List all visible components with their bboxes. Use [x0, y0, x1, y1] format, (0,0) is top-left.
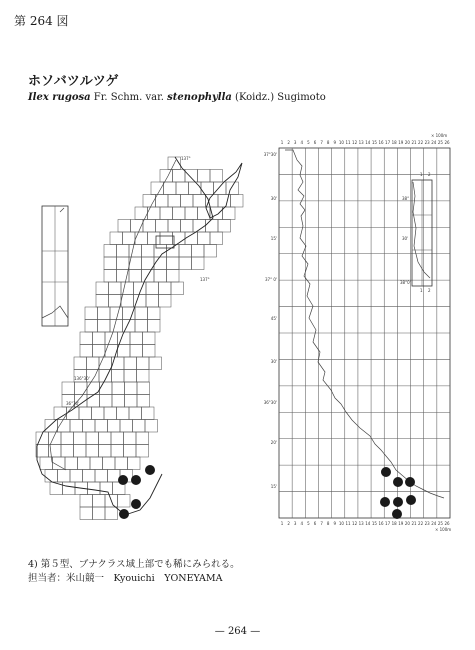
- map-grid-cell: [129, 407, 142, 420]
- map-grid-cell: [173, 170, 186, 183]
- map-grid-cell: [201, 182, 214, 195]
- map-grid-cell: [49, 432, 62, 445]
- profile-x-tick-top: 2: [287, 140, 290, 145]
- profile-x-tick-top: 26: [444, 140, 450, 145]
- map-grid-cell: [130, 345, 143, 358]
- footnote: 4) 第５型、ブナクラス域上部でも稀にみられる。: [28, 559, 240, 570]
- map-grid-cell: [99, 432, 112, 445]
- map-grid-cell: [67, 407, 80, 420]
- map-grid-cell: [93, 332, 106, 345]
- occurrence-dot: [119, 509, 129, 519]
- map-grid-cell: [95, 420, 108, 433]
- profile-x-tick-bottom: 16: [378, 521, 384, 526]
- map-grid-cell: [148, 320, 161, 333]
- map-grid-cell: [45, 470, 58, 483]
- map-grid-cell: [93, 507, 106, 520]
- map-grid-cell: [136, 445, 149, 458]
- map-grid-cell: [85, 307, 98, 320]
- map-grid-cell: [130, 332, 143, 345]
- profile-x-tick-bottom: 1: [280, 521, 284, 526]
- map-grid-cell: [108, 420, 121, 433]
- map-grid-cell: [185, 207, 198, 220]
- profile-x-tick-bottom: 22: [418, 521, 424, 526]
- map-grid-cell: [118, 495, 131, 508]
- map-grid-cell: [179, 245, 192, 258]
- profile-x-tick-bottom: 3: [293, 521, 297, 526]
- occurrence-dot: [393, 497, 403, 507]
- map-grid-cell: [112, 370, 125, 383]
- profile-x-tick-bottom: 14: [365, 521, 371, 526]
- map-grid-cell: [137, 382, 150, 395]
- map-grid-cell: [137, 395, 150, 408]
- map-grid-cell: [136, 432, 149, 445]
- map-grid-cell: [128, 457, 141, 470]
- map-grid-cell: [50, 482, 63, 495]
- map-grid-cell: [124, 445, 137, 458]
- profile-x-tick-bottom: 20: [404, 521, 410, 526]
- profile-x-tick-top: 5: [307, 140, 310, 145]
- map-grid-cell: [226, 182, 239, 195]
- map-grid-cell: [160, 207, 173, 220]
- map-grid-cell: [85, 320, 98, 333]
- profile-x-tick-bottom: 24: [431, 521, 437, 526]
- profile-x-tick-bottom: 19: [398, 521, 404, 526]
- profile-x-tick-top: 17: [385, 140, 391, 145]
- map-grid-cell: [218, 220, 231, 233]
- profile-x-tick-top: 21: [411, 140, 417, 145]
- map-grid-cell: [118, 220, 131, 233]
- map-grid-cell: [80, 332, 93, 345]
- prefecture-boundary: [50, 160, 176, 470]
- profile-x-tick-top: 15: [371, 140, 377, 145]
- profile-x-tick-bottom: 8: [326, 521, 330, 526]
- map-grid-cell: [93, 345, 106, 358]
- map-grid-cell: [198, 170, 211, 183]
- profile-x-tick-top: 6: [313, 140, 317, 145]
- map-grid-cell: [231, 195, 244, 208]
- map-grid-cell: [135, 232, 148, 245]
- inset-y-label: 30': [402, 236, 409, 241]
- map-grid-cell: [176, 182, 189, 195]
- map-grid-cell: [100, 482, 113, 495]
- figure-label: 第 264 図: [14, 14, 69, 28]
- profile-y-label: 30': [270, 196, 277, 201]
- map-grid-cell: [90, 457, 103, 470]
- elevation-profile-y-labels: [264, 152, 277, 489]
- map-grid-cell: [223, 207, 236, 220]
- profile-x-tick-bottom: 12: [352, 521, 358, 526]
- profile-x-tick-top: 16: [378, 140, 384, 145]
- variety-authority: (Koidz.) Sugimoto: [235, 92, 326, 103]
- map-grid-cell: [185, 232, 198, 245]
- map-grid-cell: [156, 220, 169, 233]
- map-grid-cell: [80, 345, 93, 358]
- locator-mark: [60, 208, 64, 212]
- occurrence-dot: [131, 475, 141, 485]
- profile-x-tick-top: 12: [352, 140, 358, 145]
- map-grid-cell: [86, 445, 99, 458]
- profile-x-tick-top: 1: [280, 140, 284, 145]
- map-grid-cell: [112, 395, 125, 408]
- occurrence-dot: [380, 497, 390, 507]
- map-grid-cell: [129, 270, 142, 283]
- map-grid-cell: [143, 332, 156, 345]
- map-grid-cell: [123, 232, 136, 245]
- map-grid-cell: [210, 232, 223, 245]
- map-grid-cell: [110, 232, 123, 245]
- map-grid-cell: [123, 307, 136, 320]
- map-grid-cell: [145, 420, 158, 433]
- map-grid-cell: [61, 432, 74, 445]
- profile-x-tick-top: 22: [418, 140, 424, 145]
- map-grid-cell: [149, 357, 162, 370]
- map-grid-cell: [117, 245, 130, 258]
- map-grid-cell: [63, 482, 76, 495]
- map-grid-cell: [70, 420, 83, 433]
- inset-profile: [400, 172, 432, 293]
- occurrence-dot: [405, 477, 415, 487]
- profile-x-tick-bottom: 18: [391, 521, 397, 526]
- map-grid-cell: [96, 295, 109, 308]
- inset-y-label: 38°: [402, 196, 410, 201]
- profile-x-tick-top: 9: [333, 140, 337, 145]
- profile-x-tick-bottom: 13: [358, 521, 364, 526]
- profile-y-label: 37°30': [263, 152, 277, 157]
- map-grid-cell: [86, 432, 99, 445]
- map-grid-cell: [87, 395, 100, 408]
- map-grid-cell: [74, 432, 87, 445]
- occurrence-dot: [393, 477, 403, 487]
- map-grid-cell: [168, 220, 181, 233]
- map-grid-cell: [88, 482, 101, 495]
- map-grid-cell: [110, 320, 123, 333]
- profile-x-tick-top: 8: [326, 140, 330, 145]
- map-grid-cell: [204, 245, 217, 258]
- profile-x-tick-top: 11: [345, 140, 351, 145]
- map-grid-cell: [148, 232, 161, 245]
- map-label: 137°: [200, 277, 210, 282]
- map-grid-cell: [171, 282, 184, 295]
- profile-x-tick-bottom: 9: [333, 521, 337, 526]
- map-grid-cell: [65, 457, 78, 470]
- coastline: [37, 157, 213, 515]
- map-grid-cell: [100, 395, 113, 408]
- map-grid-cell: [148, 307, 161, 320]
- map-grid-cell: [78, 457, 91, 470]
- map-label: 136°30': [74, 376, 90, 381]
- map-grid-cell: [121, 295, 134, 308]
- map-grid-cell: [105, 332, 118, 345]
- occurrence-dot: [392, 509, 402, 519]
- profile-x-tick-top: 20: [404, 140, 410, 145]
- profile-x-tick-bottom: 23: [424, 521, 430, 526]
- coastline-peninsula: [206, 163, 242, 218]
- map-grid-cell: [118, 345, 131, 358]
- map-grid-cell: [125, 395, 138, 408]
- map-grid-cell: [105, 507, 118, 520]
- map-grid-cell: [168, 195, 181, 208]
- map-grid-cell: [206, 220, 219, 233]
- inset-y-label: 38°0': [400, 280, 411, 285]
- map-grid-cell: [83, 420, 96, 433]
- map-grid-cell: [167, 245, 180, 258]
- profile-x-unit-bottom: × 100m: [435, 527, 452, 532]
- map-grid-cell: [104, 407, 117, 420]
- map-grid-cell: [123, 320, 136, 333]
- map-grid-cell: [104, 257, 117, 270]
- occurrence-dot: [406, 495, 416, 505]
- map-grid-cell: [179, 257, 192, 270]
- map-grid-cell: [167, 257, 180, 270]
- map-grid-cell: [154, 270, 167, 283]
- map-grid-cell: [124, 432, 137, 445]
- map-grid-cell: [93, 495, 106, 508]
- map-grid-cell: [74, 445, 87, 458]
- profile-x-tick-top: 18: [391, 140, 397, 145]
- map-grid-cell: [167, 270, 180, 283]
- map-grid-cell: [214, 182, 227, 195]
- map-grid-cell: [198, 232, 211, 245]
- map-grid-cell: [143, 220, 156, 233]
- profile-x-tick-bottom: 4: [300, 521, 304, 526]
- occurrence-dot: [145, 465, 155, 475]
- map-grid-cell: [104, 245, 117, 258]
- map-grid-cell: [192, 245, 205, 258]
- map-grid-cell: [112, 357, 125, 370]
- inset-tick: 2: [428, 288, 431, 293]
- profile-x-tick-bottom: 7: [320, 521, 323, 526]
- map-grid-cell: [124, 357, 137, 370]
- map-grid-cell: [135, 307, 148, 320]
- map-grid-cell: [58, 470, 71, 483]
- species-binomial: Ilex rugosa: [28, 92, 91, 103]
- map-grid-cell: [40, 457, 53, 470]
- profile-x-tick-top: 3: [293, 140, 297, 145]
- map-grid-cell: [210, 170, 223, 183]
- distribution-map-grid: [36, 157, 243, 520]
- map-grid-cell: [193, 195, 206, 208]
- map-grid-cell: [124, 370, 137, 383]
- profile-x-tick-top: 14: [365, 140, 371, 145]
- profile-x-tick-bottom: 5: [307, 521, 310, 526]
- map-grid-cell: [95, 470, 108, 483]
- map-grid-cell: [185, 170, 198, 183]
- map-grid-cell: [125, 382, 138, 395]
- map-grid-cell: [159, 295, 172, 308]
- profile-x-tick-top: 10: [338, 140, 344, 145]
- map-grid-cell: [120, 420, 133, 433]
- map-grid-cell: [181, 220, 194, 233]
- inset-tick: 1: [420, 288, 423, 293]
- profile-x-tick-top: 25: [437, 140, 443, 145]
- species-variety: stenophylla: [167, 92, 232, 103]
- map-grid-cell: [142, 407, 155, 420]
- map-grid-cell: [79, 407, 92, 420]
- inset-tick: 2: [428, 172, 431, 177]
- map-grid-cell: [99, 445, 112, 458]
- elevation-profile-grid: [279, 148, 450, 518]
- map-label: 36°30': [66, 401, 80, 406]
- profile-x-tick-bottom: 25: [437, 521, 443, 526]
- map-grid-cell: [112, 382, 125, 395]
- map-grid-cell: [154, 257, 167, 270]
- profile-x-tick-bottom: 11: [345, 521, 351, 526]
- map-grid-cell: [80, 495, 93, 508]
- map-grid-cell: [98, 307, 111, 320]
- profile-y-label: 36°30': [263, 400, 277, 405]
- map-grid-cell: [137, 357, 150, 370]
- map-grid-cell: [92, 407, 105, 420]
- map-grid-cell: [117, 257, 130, 270]
- profile-y-label: 20': [270, 440, 277, 445]
- map-grid-cell: [137, 370, 150, 383]
- map-grid-cell: [100, 382, 113, 395]
- species-authority: Fr. Schm. var.: [93, 92, 164, 103]
- map-grid-cell: [62, 382, 75, 395]
- profile-x-tick-top: 7: [320, 140, 323, 145]
- profile-x-unit: × 100m: [431, 133, 448, 138]
- map-grid-cell: [103, 457, 116, 470]
- map-grid-cell: [111, 432, 124, 445]
- profile-x-tick-top: 24: [431, 140, 437, 145]
- profile-y-label: 45': [270, 316, 277, 321]
- map-grid-cell: [109, 295, 122, 308]
- profile-x-tick-top: 4: [300, 140, 304, 145]
- map-grid-cell: [181, 195, 194, 208]
- map-grid-cell: [135, 207, 148, 220]
- map-grid-cell: [117, 407, 130, 420]
- map-grid-cell: [135, 320, 148, 333]
- map-grid-cell: [159, 282, 172, 295]
- profile-x-tick-top: 23: [424, 140, 430, 145]
- elevation-profile-trace: [285, 150, 444, 498]
- profile-x-tick-bottom: 6: [313, 521, 317, 526]
- map-grid-cell: [189, 182, 202, 195]
- occurrence-dot: [131, 499, 141, 509]
- map-grid-cell: [143, 345, 156, 358]
- author-credit: 担当者：米山競一 Kyouichi YONEYAMA: [28, 573, 223, 584]
- inset-trace: [413, 182, 430, 278]
- profile-y-label: 15': [270, 236, 277, 241]
- map-grid-cell: [110, 307, 123, 320]
- map-grid-cell: [192, 257, 205, 270]
- profile-x-tick-top: 13: [358, 140, 364, 145]
- map-grid-cell: [45, 420, 58, 433]
- profile-y-label: 15': [270, 484, 277, 489]
- profile-x-tick-bottom: 15: [371, 521, 377, 526]
- map-grid-cell: [115, 457, 128, 470]
- map-grid-cell: [146, 282, 159, 295]
- map-grid-cell: [96, 282, 109, 295]
- map-grid-cell: [173, 207, 186, 220]
- occurrence-dot: [381, 467, 391, 477]
- lake-outline: [156, 236, 174, 248]
- map-grid-cell: [142, 245, 155, 258]
- map-grid-cell: [156, 195, 169, 208]
- map-grid-cell: [151, 182, 164, 195]
- profile-x-tick-top: 19: [398, 140, 404, 145]
- map-grid-cell: [129, 245, 142, 258]
- profile-y-label: 37° 0': [264, 277, 277, 282]
- profile-x-tick-bottom: 26: [444, 521, 450, 526]
- map-grid-cell: [146, 295, 159, 308]
- map-grid-cell: [87, 357, 100, 370]
- locator-inset: [42, 206, 68, 326]
- map-grid-cell: [80, 507, 93, 520]
- map-grid-cell: [74, 357, 87, 370]
- map-grid-cell: [36, 445, 49, 458]
- profile-x-tick-bottom: 17: [385, 521, 391, 526]
- map-grid-cell: [164, 182, 177, 195]
- map-grid-cell: [70, 470, 83, 483]
- profile-x-tick-bottom: 10: [338, 521, 344, 526]
- map-grid-cell: [75, 382, 88, 395]
- occurrence-dot: [118, 475, 128, 485]
- map-grid-cell: [83, 470, 96, 483]
- species-japanese-name: ホソバツルツゲ: [28, 74, 119, 89]
- map-grid-cell: [61, 445, 74, 458]
- map-grid-cell: [98, 320, 111, 333]
- profile-x-tick-bottom: 2: [287, 521, 290, 526]
- inset-tick: 1: [420, 172, 423, 177]
- map-label: 137°: [181, 156, 191, 161]
- map-grid-cell: [160, 232, 173, 245]
- map-grid-cell: [133, 420, 146, 433]
- map-grid-cell: [104, 270, 117, 283]
- profile-x-tick-bottom: 21: [411, 521, 417, 526]
- profile-y-label: 30': [270, 359, 277, 364]
- page-number: — 264 —: [214, 626, 261, 637]
- map-grid-cell: [111, 445, 124, 458]
- map-grid-cell: [109, 282, 122, 295]
